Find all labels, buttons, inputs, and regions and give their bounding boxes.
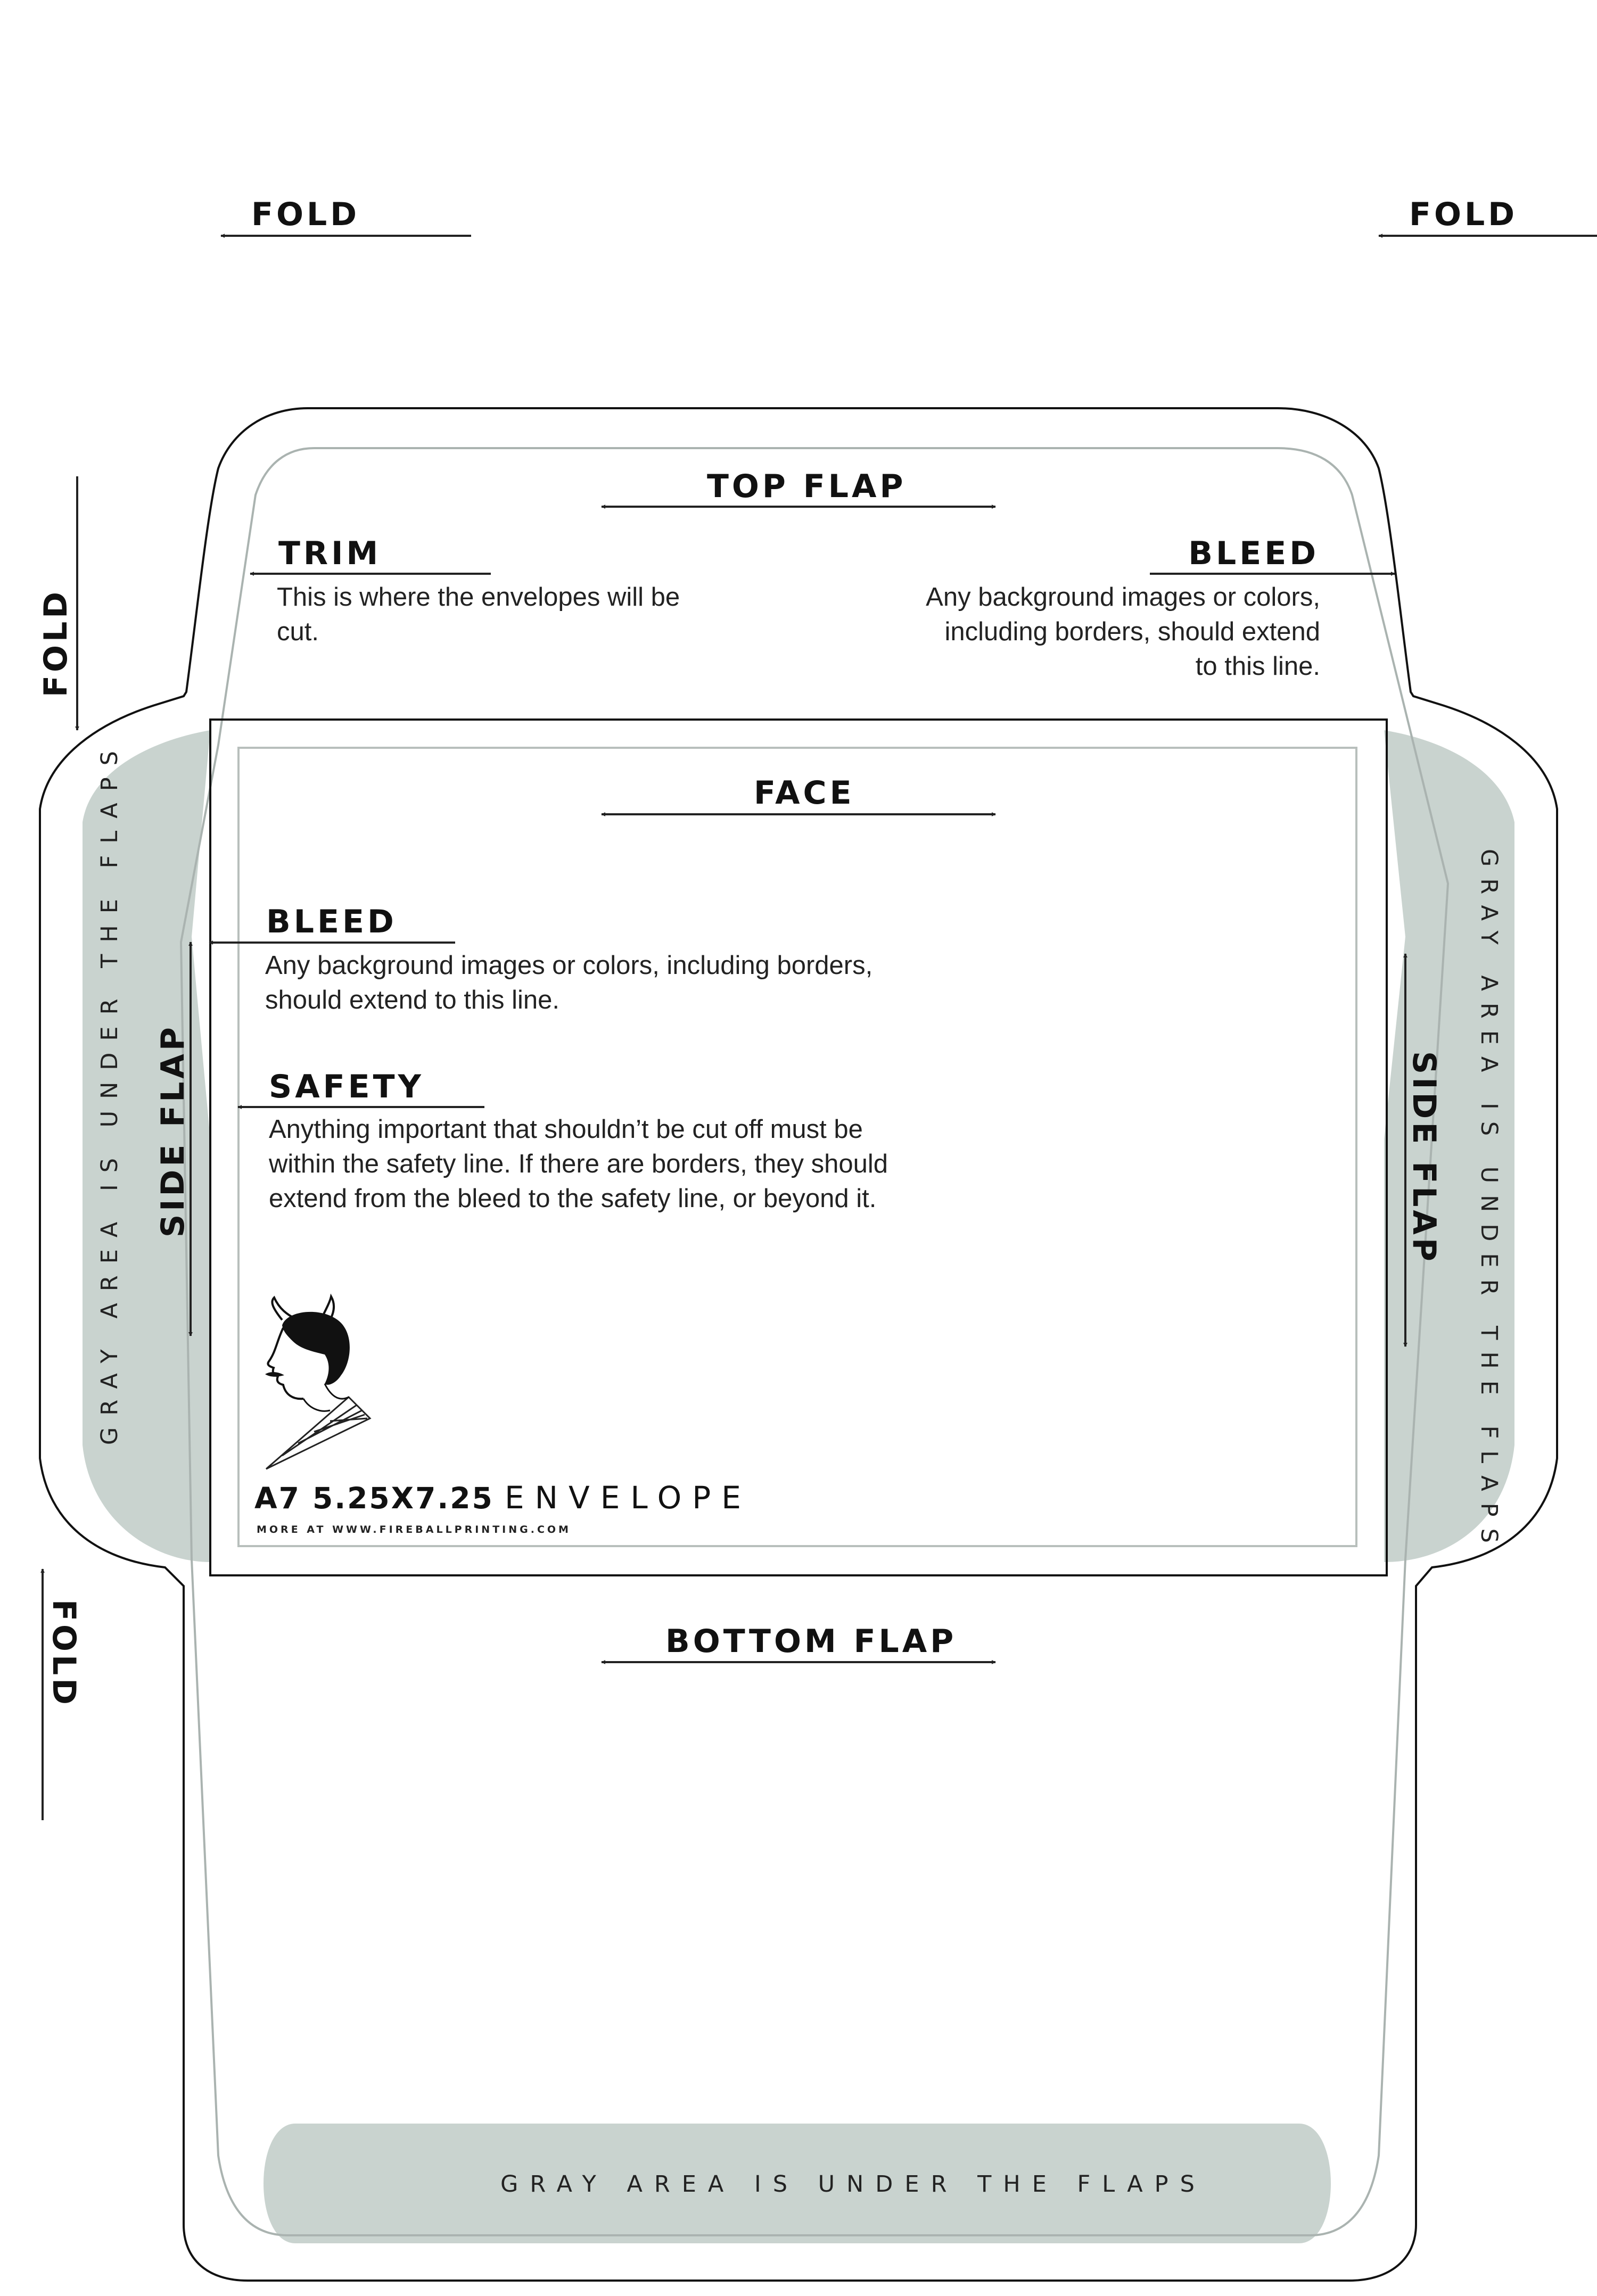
brand-url: MORE AT WWW.FIREBALLPRINTING.COM (257, 1524, 571, 1535)
logo-hair (282, 1312, 350, 1385)
face-outline (210, 720, 1387, 1575)
bleed-outline (181, 448, 1448, 2235)
top-bleed-text-line-2: including borders, should extend (944, 617, 1320, 646)
safety-heading: SAFETY (269, 1068, 424, 1105)
top-bleed-text-line-3: to this line. (1195, 652, 1320, 681)
trim-text-line-1: This is where the envelopes will be (277, 583, 680, 612)
trim-heading: TRIM (278, 535, 382, 572)
side-flap-left-label: SIDE FLAP (154, 1024, 192, 1237)
face-bleed-heading: BLEED (266, 903, 397, 940)
trim-outline (40, 408, 1557, 2281)
top-bleed-text-line-1: Any background images or colors, (926, 583, 1320, 612)
safety-text-line-1: Anything important that shouldn’t be cut off must be (269, 1115, 863, 1144)
trim-text-line-2: cut. (277, 617, 319, 646)
top-flap-label: TOP FLAP (707, 468, 907, 505)
brand-type: ENVELOPE (505, 1480, 752, 1516)
gray-area-right-label: GRAY AREA IS UNDER THE FLAPS (1476, 849, 1502, 1555)
logo-cone (266, 1397, 370, 1469)
top-bleed-heading: BLEED (1188, 535, 1319, 572)
fold-label-top-left: FOLD (251, 196, 360, 233)
safety-text-line-3: extend from the bleed to the safety line, or beyond it. (269, 1184, 877, 1213)
logo-mustache (265, 1372, 284, 1377)
fold-label-top-right: FOLD (1409, 196, 1518, 233)
fold-label-left-upper: FOLD (37, 588, 75, 697)
face-bleed-text-line-1: Any background images or colors, including borders, (265, 951, 873, 980)
fold-label-left-lower: FOLD (45, 1599, 83, 1708)
brand-size: A7 5.25X7.25 (254, 1481, 494, 1515)
face-bleed-text-line-2: should extend to this line. (265, 986, 559, 1014)
brand-logo (265, 1296, 370, 1469)
safety-text-line-2: within the safety line. If there are borders, they should (269, 1150, 888, 1178)
face-label: FACE (754, 774, 855, 812)
gray-area-left-label: GRAY AREA IS UNDER THE FLAPS (96, 739, 123, 1445)
bottom-flap-label: BOTTOM FLAP (665, 1623, 957, 1660)
side-flap-right-label: SIDE FLAP (1405, 1051, 1443, 1265)
logo-neck (303, 1384, 349, 1411)
gray-area-bottom-label: GRAY AREA IS UNDER THE FLAPS (500, 2171, 1206, 2198)
safety-outline (238, 748, 1356, 1546)
